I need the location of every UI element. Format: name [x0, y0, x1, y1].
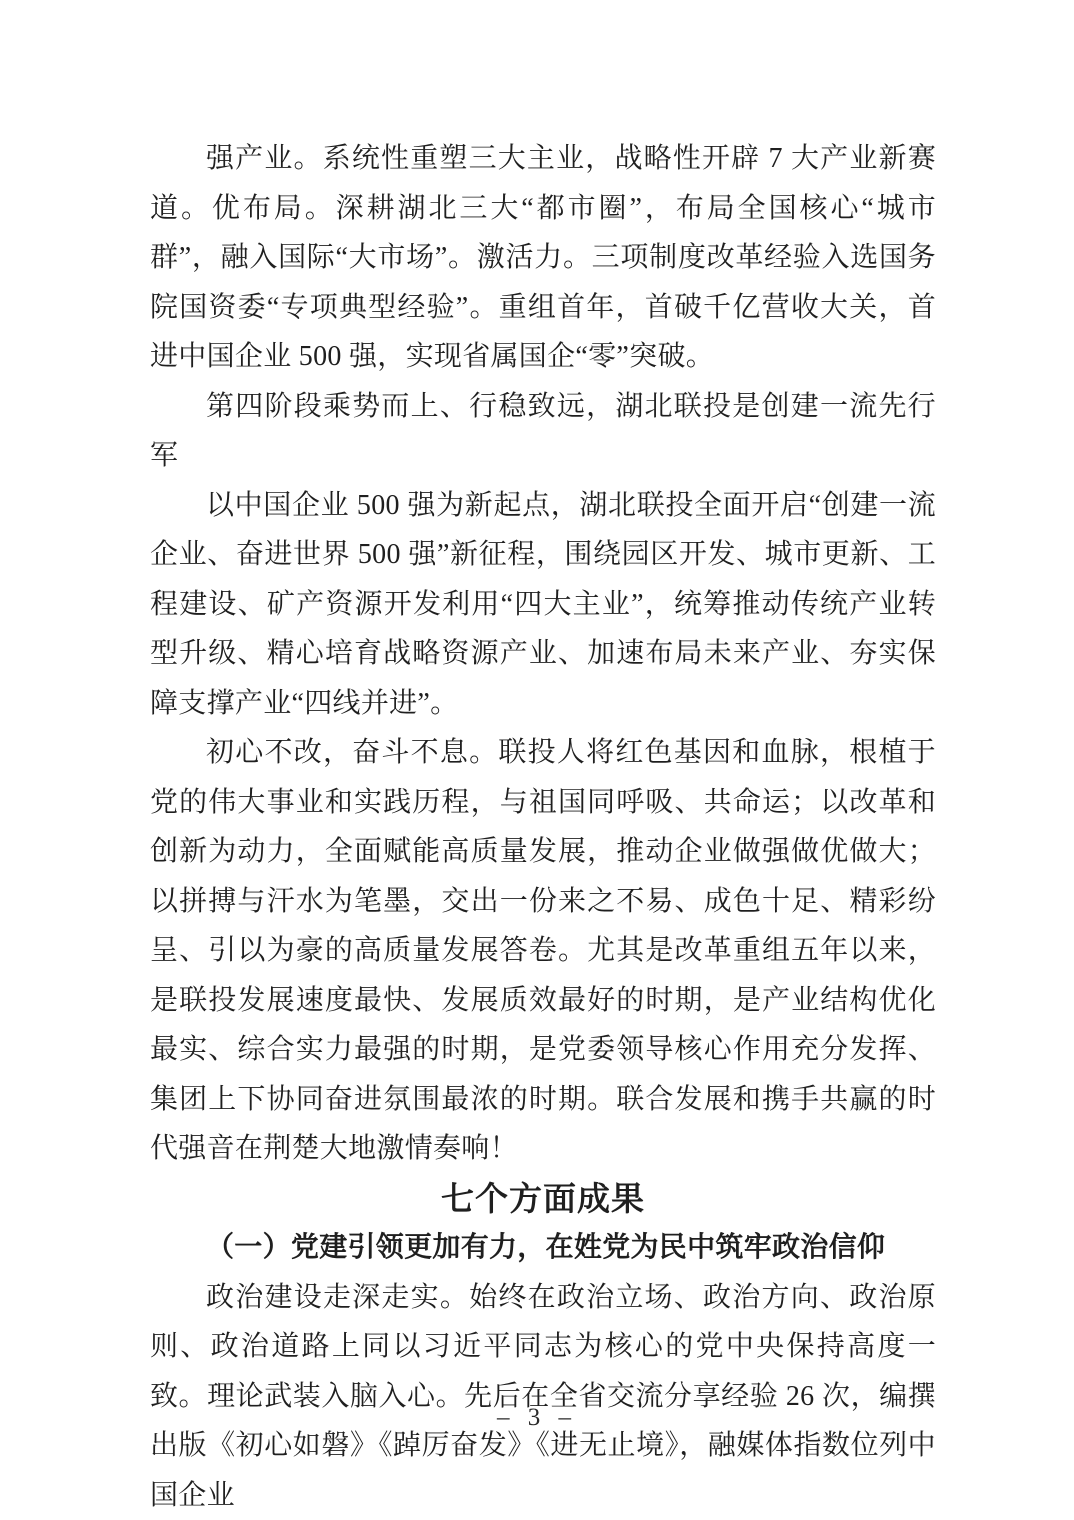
paragraph: 以中国企业 500 强为新起点，湖北联投全面开启“创建一流企业、奋进世界 500 强”新征程，围绕园区开发、城市更新、工程建设、矿产资源开发利用“四大主业”，统筹推动传统产业转型升级、精心培育战略资源产业、加速布局未来产业、夯实保障支撑产业“四线并进”。 — [150, 489, 936, 719]
paragraph: 初心不改，奋斗不息。联投人将红色基因和血脉，根植于党的伟大事业和实践历程，与祖国同呼吸、共命运；以改革和创新为动力，全面赋能高质量发展，推动企业做强做优做大；以拼搏与汗水为笔墨，交出一份来之不易、成色十足、精彩纷呈、引以为豪的高质量发展答卷。尤其是改革重组五年以来，是联投发展速度最快、发展质效最好的时期，是产业结构优化最实、综合实力最强的时期，是党委领导核心作用充分发挥、集团上下协同奋进氛围最浓的时期。联合发展和携手共赢的时代强音在荆楚大地激情奏响！ — [150, 737, 936, 1164]
section-heading: 七个方面成果 — [441, 1179, 645, 1217]
page-number: – 3 – — [497, 1404, 577, 1431]
document-body — [150, 134, 936, 1520]
paragraph: 强产业。系统性重塑三大主业，战略性开辟 7 大产业新赛道。优布局。深耕湖北三大“都市圈”，布局全国核心“城市群”，融入国际“大市场”。激活力。三项制度改革经验入选国务院国资委“专项典型经验”。重组首年，首破千亿营收大关，首进中国企业 500 强，实现省属国企“零”突破。 — [150, 143, 936, 372]
paragraph: 第四阶段乘势而上、行稳致远，湖北联投是创建一流先行军 — [150, 390, 936, 471]
paragraph: 政治建设走深走实。始终在政治立场、政治方向、政治原则、政治道路上同以习近平同志为核心的党中央保持高度一致。理论武装入脑入心。先后在全省交流分享经验 26 次，编撰出版《初心如磐》《踔厉奋发》《进无止境》，融媒体指数位列中国企业 — [150, 1281, 936, 1511]
subsection-heading: （一）党建引领更加有力，在姓党为民中筑牢政治信仰 — [206, 1232, 886, 1263]
